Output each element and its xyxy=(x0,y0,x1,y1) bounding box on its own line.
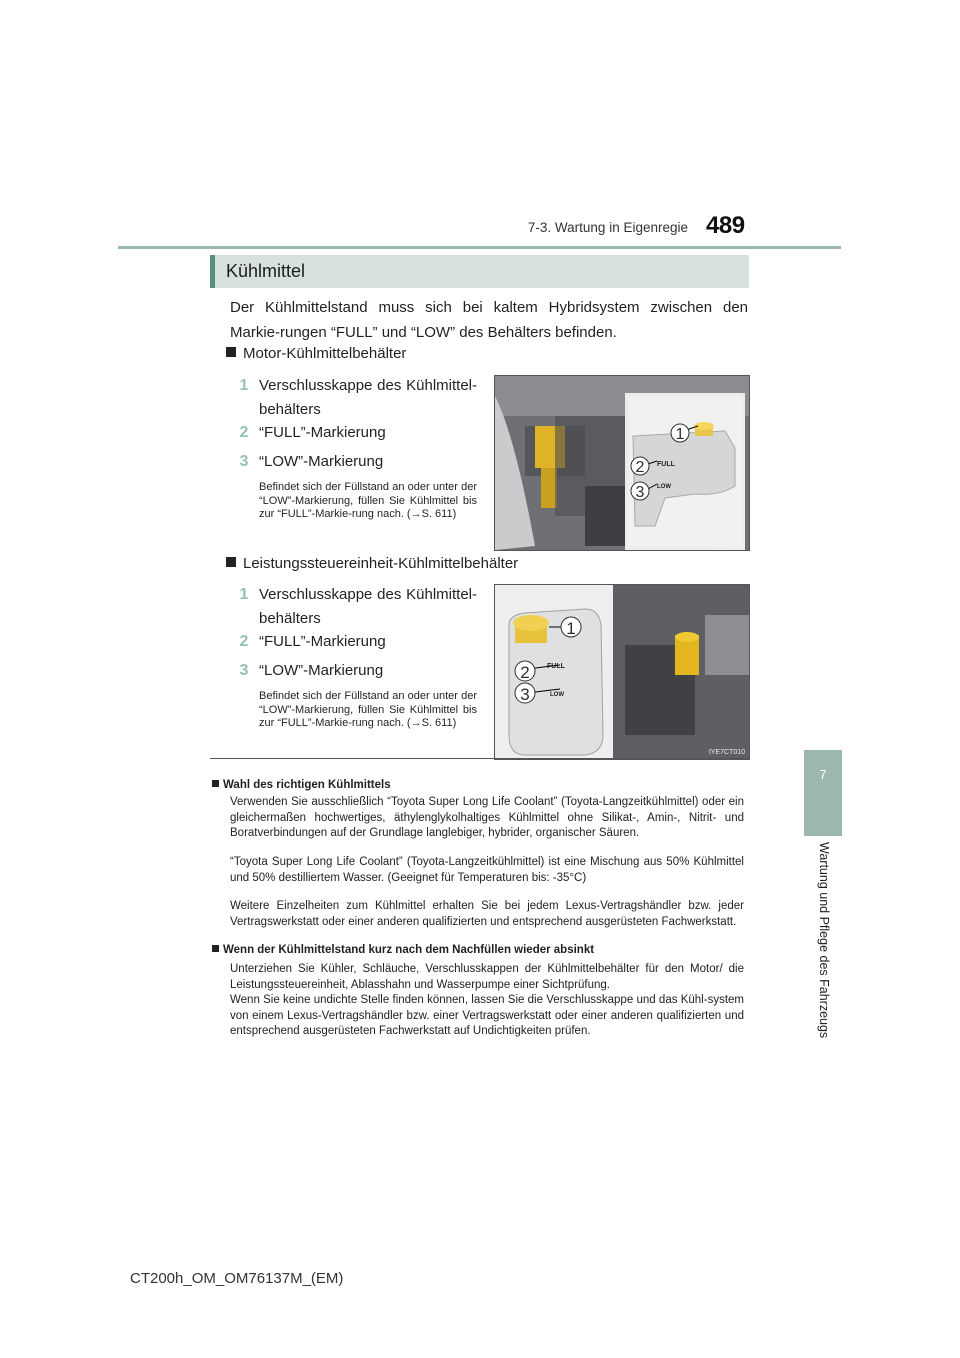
item-text: “FULL”-Markierung xyxy=(259,424,386,441)
block-heading-text: Leistungssteuereinheit-Kühlmittelbehälter xyxy=(243,555,519,572)
item-note: Befindet sich der Füllstand an oder unter der “LOW”-Markierung, füllen Sie Kühlmittel bis zur “FULL”-Markie-rung nach. (→S. 611) xyxy=(259,690,477,729)
item-text: “FULL”-Markierung xyxy=(259,633,386,650)
image-code: IYE7CT009 xyxy=(708,540,745,547)
block-heading xyxy=(226,555,518,572)
item-text: “LOW”-Markierung xyxy=(259,453,384,470)
item-number-badge: 3 xyxy=(239,662,249,679)
full-mark-label: FULL xyxy=(547,663,565,670)
footnote-heading-text: Wenn der Kühlmittelstand kurz nach dem Nachfüllen wieder absinkt xyxy=(223,944,595,956)
low-mark-label: LOW xyxy=(657,484,671,490)
item-text: Verschlusskappe des Kühlmittel-behälters xyxy=(259,586,477,627)
pcu-coolant-reservoir-photo xyxy=(494,584,750,760)
item-number-badge: 2 xyxy=(239,424,249,441)
chapter-number: 7 xyxy=(819,767,827,782)
footnote-paragraph: “Toyota Super Long Life Coolant” (Toyota-Langzeitkühlmittel) ist eine Mischung aus 50% Kühlmittel und 50% destilliertem Wasser. (Geeignet für Temperaturen bis: -35°C) xyxy=(230,856,744,884)
footnote-paragraph: Wenn Sie keine undichte Stelle finden können, lassen Sie die Verschlusskappe und das Kühl-system von einem Lexus-Vertragshändler bzw. einer Vertragswerkstatt oder einer anderen qualifizierten und entsprechend ausgerüsteten Fachwerkstatt auf Undichtigkeiten prüfen. xyxy=(230,994,744,1037)
footnote-paragraph: Weitere Einzelheiten zum Kühlmittel erhalten Sie bei jedem Lexus-Vertragshändler bzw. jeder Vertragswerkstatt oder einer anderen qualifizierten und entsprechend ausgerüsteten Fachwerkstatt. xyxy=(230,900,744,928)
square-bullet-icon xyxy=(226,347,236,357)
item-text: “LOW”-Markierung xyxy=(259,662,384,679)
callout-number: 2 xyxy=(520,663,530,682)
callout-number: 3 xyxy=(635,484,645,501)
footnote-paragraph: Unterziehen Sie Kühler, Schläuche, Verschlusskappen der Kühlmittelbehälter für den Motor/ die Leistungssteuereinheit, Ablasshahn und Wasserpumpe einer Sichtprüfung. xyxy=(230,963,744,991)
item-number-badge: 2 xyxy=(239,633,249,650)
engine-coolant-reservoir-photo xyxy=(494,375,750,551)
section-header: 7-3. Wartung in Eigenregie xyxy=(527,220,688,235)
item-text: Verschlusskappe des Kühlmittel-behälters xyxy=(259,377,477,418)
page-number: 489 xyxy=(706,212,745,239)
footnote-paragraph: Verwenden Sie ausschließlich “Toyota Super Long Life Coolant” (Toyota-Langzeitkühlmittel) oder ein gleichermaßen hochwertiges, äthylenglykolhaltiges Kühlmittel ohne Silikat-, Amin-, Nitrit- und Boratverbindungen auf der Grundlage langlebiger, hybrider, organischer Säuren. xyxy=(230,796,744,839)
section-title-accent xyxy=(210,255,215,288)
item-number-badge: 1 xyxy=(239,377,249,394)
item-number-badge: 3 xyxy=(239,453,249,470)
footnote-heading xyxy=(212,944,594,956)
chapter-tab xyxy=(804,750,842,836)
block-heading xyxy=(226,345,406,362)
square-bullet-icon xyxy=(212,945,219,952)
item-note: Befindet sich der Füllstand an oder unter der “LOW”-Markierung, füllen Sie Kühlmittel bis zur “FULL”-Markie-rung nach. (→S. 611) xyxy=(259,481,477,520)
square-bullet-icon xyxy=(226,557,236,567)
chapter-title: Wartung und Pflege des Fahrzeugs xyxy=(817,842,831,1039)
callout-number: 2 xyxy=(635,459,645,476)
full-mark-label: FULL xyxy=(657,461,675,468)
block-heading-text: Motor-Kühlmittelbehälter xyxy=(243,345,407,362)
intro-paragraph: Der Kühlmittelstand muss sich bei kaltem Hybridsystem zwischen den Markie-rungen “FULL” und “LOW” des Behälters befinden. xyxy=(230,299,748,341)
header-rule xyxy=(118,246,841,249)
item-number-badge: 1 xyxy=(239,586,249,603)
chapter-title-wrapper xyxy=(817,842,831,1052)
callout-number: 3 xyxy=(520,685,530,704)
section-title: Kühlmittel xyxy=(226,261,306,281)
callout-number: 1 xyxy=(675,426,685,443)
low-mark-label: LOW xyxy=(550,692,564,698)
separator-rule xyxy=(210,758,749,759)
image-code: IYE7CT010 xyxy=(708,749,745,756)
square-bullet-icon xyxy=(212,780,219,787)
engine-bay-illustration xyxy=(495,585,749,759)
callout-number: 1 xyxy=(566,619,576,638)
engine-bay-illustration xyxy=(495,376,749,550)
footnote-heading xyxy=(212,779,391,791)
document-code: CT200h_OM_OM76137M_(EM) xyxy=(130,1270,344,1287)
footnote-heading-text: Wahl des richtigen Kühlmittels xyxy=(223,779,391,791)
